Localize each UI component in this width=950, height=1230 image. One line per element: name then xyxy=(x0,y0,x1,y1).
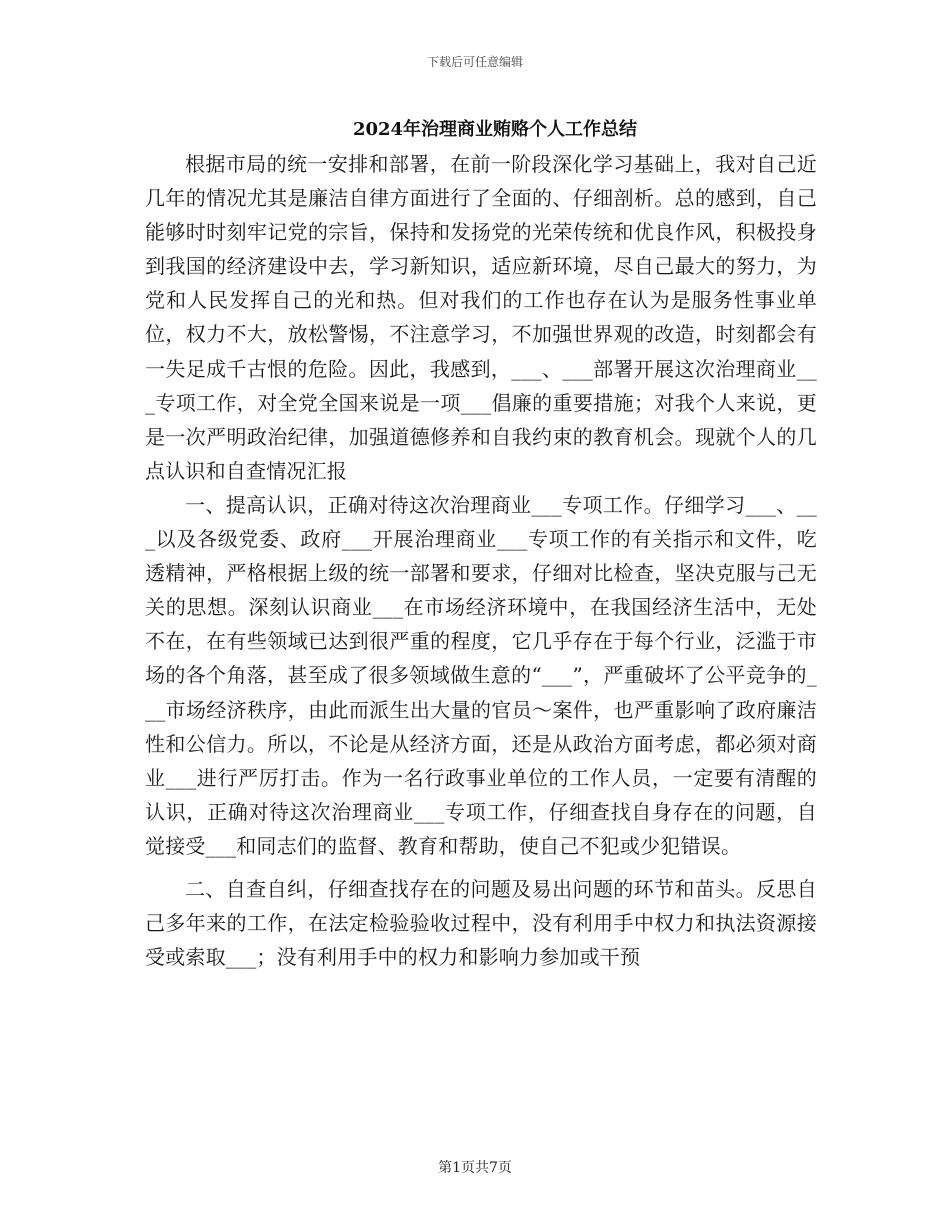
paragraph-section-one: 一、提高认识，正确对待这次治理商业___专项工作。仔细学习___、___以及各级党委、政府___开展治理商业___专项工作的有关指示和文件，吃透精神，严格根据上级的统一部署和要求，仔细对比检查，坚决克服与己无关的思想。深刻认识商业___在市场经济环境中，在我国经济生活中，无处不在，在有些领域已达到很严重的程度，它几乎存在于每个行业，泛滥于市场的各个角落，甚至成了很多领域做生意的“___”，严重破坏了公平竞争的___市场经济秩序，由此而派生出大量的官员～案件，也严重影响了政府廉洁性和公信力。所以，不论是从经济方面，还是从政治方面考虑，都必须对商业___进行严厉打击。作为一名行政事业单位的工作人员，一定要有清醒的认识，正确对待这次治理商业___专项工作，仔细查找自身存在的问题，自觉接受___和同志们的监督、教育和帮助，使自己不犯或少犯错误。 xyxy=(145,492,817,858)
page-number: 第1页共7页 xyxy=(438,1160,512,1176)
header-note: 下载后可任意编辑 xyxy=(426,55,523,69)
document-body xyxy=(145,147,817,974)
paragraph-intro: 根据市局的统一安排和部署，在前一阶段深化学习基础上，我对自己近几年的情况尤其是廉洁自律方面进行了全面的、仔细剖析。总的感到，自己能够时时刻牢记党的宗旨，保持和发扬党的光荣传统和优良作风，积极投身到我国的经济建设中去，学习新知识，适应新环境，尽自己最大的努力，为党和人民发挥自己的光和热。但对我们的工作也存在认为是服务性事业单位，权力不大，放松警惕，不注意学习，不加强世界观的改造，时刻都会有一失足成千古恨的危险。因此，我感到，___、___部署开展这次治理商业___专项工作，对全党全国来说是一项___倡廉的重要措施；对我个人来说，更是一次严明政治纪律，加强道德修养和自我约束的教育机会。现就个人的几点认识和自查情况汇报 xyxy=(145,152,817,483)
paragraph-section-two: 二、自查自纠，仔细查找存在的问题及易出问题的环节和苗头。反思自己多年来的工作，在法定检验验收过程中，没有利用手中权力和执法资源接受或索取___；没有利用手中的权力和影响力参加或干预 xyxy=(145,876,817,970)
document-title: 2024年治理商业贿赂个人工作总结 xyxy=(352,119,638,140)
